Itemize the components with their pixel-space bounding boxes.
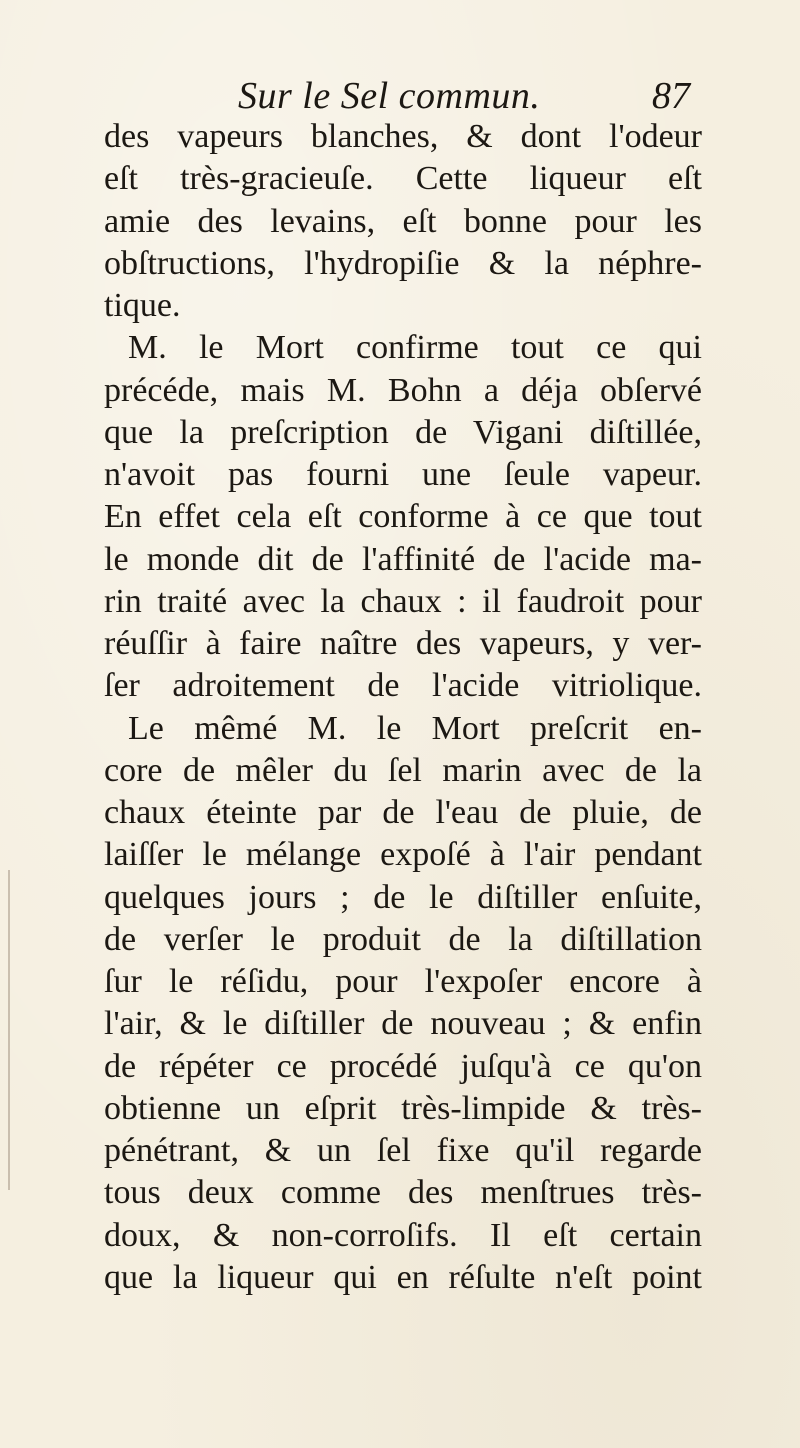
text-line: ſer adroitement de l'acide vitriolique.: [104, 667, 702, 705]
text-line: Le mêmé M. le Mort preſcrit en-: [128, 709, 702, 747]
text-line: l'air, & le diſtiller de nouveau ; & enfin: [104, 1005, 702, 1043]
text-line: En effet cela eſt conforme à ce que tout: [104, 498, 702, 536]
margin-shadow: [8, 870, 10, 1190]
text-line: des vapeurs blanches, & dont l'odeur: [104, 118, 702, 155]
text-line: que la liqueur qui en réſulte n'eſt point: [104, 1258, 702, 1296]
page-number: 87: [652, 75, 690, 117]
text-line: n'avoit pas fourni une ſeule vapeur.: [104, 456, 702, 493]
text-line: amie des levains, eſt bonne pour les: [104, 202, 702, 240]
text-line: ſur le réſidu, pour l'expoſer encore à: [104, 963, 702, 1000]
text-line: tique.: [104, 287, 181, 324]
text-line: tous deux comme des menſtrues très-: [104, 1174, 702, 1212]
text-line: réuſſir à faire naître des vapeurs, y ver-: [104, 625, 702, 662]
text-line: obtienne un eſprit très-limpide & très-: [104, 1089, 702, 1127]
text-line: quelques jours ; de le diſtiller enſuite,: [104, 878, 702, 916]
body-text: [104, 116, 702, 1299]
text-line: doux, & non-corroſifs. Il eſt certain: [104, 1216, 702, 1254]
text-line: le monde dit de l'affinité de l'acide ma-: [104, 540, 702, 578]
text-line: core de mêler du ſel marin avec de la: [104, 751, 702, 789]
text-line: de verſer le produit de la diſtillation: [104, 920, 702, 958]
text-line: pénétrant, & un ſel fixe qu'il regarde: [104, 1132, 702, 1169]
text-line: M. le Mort confirme tout ce qui: [128, 329, 702, 367]
text-line: eſt très-gracieuſe. Cette liqueur eſt: [104, 160, 702, 198]
running-title: Sur le Sel commun.: [238, 75, 541, 117]
text-line: chaux éteinte par de l'eau de pluie, de: [104, 794, 702, 831]
text-line: précéde, mais M. Bohn a déja obſervé: [104, 371, 702, 409]
text-line: rin traité avec la chaux : il faudroit pour: [104, 582, 702, 620]
page-header: [238, 70, 690, 122]
text-line: que la preſcription de Vigani diſtillée,: [104, 413, 702, 451]
text-line: obſtructions, l'hydropiſie & la néphre-: [104, 244, 702, 282]
text-line: laiſſer le mélange expoſé à l'air pendant: [104, 836, 702, 874]
text-line: de répéter ce procédé juſqu'à ce qu'on: [104, 1047, 702, 1085]
